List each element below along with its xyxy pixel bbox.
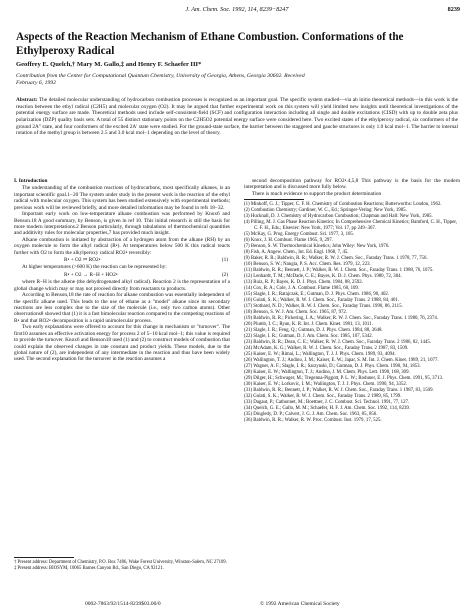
reference-item: (6) Knox, J. H. Combust. Flame 1965, 9, 297. bbox=[244, 238, 333, 244]
reference-item: (8) Fish, A. Angew. Chem., Int. Ed. Engl. 1968, 7, 45. bbox=[244, 250, 349, 256]
abstract bbox=[16, 97, 458, 137]
reference-item: (17) Stothard, N. D.; Walker, R. W. J. Chem. Soc., Faraday Trans. 1990, 86, 2115. bbox=[244, 304, 403, 310]
reference-item: (29) Dilger, H.; Schwager, M.; Tregenna-Piggott, P. L. W.; Roduner, E. J. Phys. Chem. 1991, 95, 3713. bbox=[244, 376, 444, 382]
footnote: † Present address: Department of Chemistry, P.O. Box 7486, Wake Forest University, Winston-Salem, NC 27109. bbox=[14, 560, 227, 565]
right-column bbox=[244, 178, 460, 568]
journal-citation: J. Am. Chem. Soc. 1992, 114, 8239−8247 bbox=[185, 6, 289, 13]
abstract-text: The detailed molecular understanding of hydrocarbon combustion processes is recognized as an important goal. The specific system studied—via ab initio theoretical methods—in this work is the reaction between the ethyl radical (C2H5) and molecular oxygen (O2). It may be argued that further experimental work on this system will yield limited new insights until theoretical investigations of the potential energy surface are made. Theoretical methods used include self-consistent-field (SCF) and configuration interaction including all single and double excitations (CISD) with up to double zeta plus polarization (DZP) quality basis sets. A total of 55 distinct stationary points on the C2H5O2 potential energy surface were considered here. Two excited states of the ethylperoxy radical, six conformers of the ground 2A″ state, and four conformers of the excited 2A′ state were studied. For the ground-state surface, the barrier between the staggered and gauche structures is only 1.0 kcal mol−1. The barrier to internal rotation of the methyl group is between 2.5 and 3.0 kcal mol−1 depending on the level of theory. bbox=[16, 97, 458, 137]
reference-item: (35) Dingledy, D. P.; Calvert, J. G. J. Am. Chem. Soc. 1963, 85, 856. bbox=[244, 412, 378, 418]
reference-item: (13) Ruiz, R. P.; Bayes, K. D. J. Phys. Chem. 1984, 88, 2592. bbox=[244, 280, 363, 286]
paragraph: Two early explanations were offered to account for this change in mechanism or "turnover". The first10 assumes an effective activation energy for process 2 of 5−10 kcal mol−1; this value is required to provide the turnover. Knox6 and Benson18 used (1) and (2) to construct models of combustion that could explain the observed changes in rate constant and product yields. These models, due to the global nature of (2), are independent of any intermediate in the reaction and thus have been widely used. The second explanation for the turnover in the reaction assumes a bbox=[14, 324, 230, 363]
footnote: ‡ Present address: BIOSYM, 10065 Barnes Canyon Rd., San Diego, CA 92121. bbox=[14, 565, 164, 571]
equation-text: R• + O2 → R−H + HO2• bbox=[64, 271, 118, 278]
reference-item: (11) Baldwin, R. R.; Bennett, J. P.; Walker, R. W. J. Chem. Soc., Faraday Trans. 1 1980, 76, 1075. bbox=[244, 268, 434, 274]
affiliation: Contribution from the Center for Computational Quantum Chemistry, University of Georgia, Athens, Georgia 30602. Received February 6, 1992 bbox=[16, 73, 305, 87]
reference-item: (32) Gulati, S. K.; Walker, R. W. J. Chem. Soc., Faraday Trans. 2 1989, 85, 1799. bbox=[244, 394, 402, 400]
reference-item: (25) Kaiser, E. W.; Rimai, L.; Wallington, T. J. J. Phys. Chem. 1989, 93, 4094. bbox=[244, 352, 396, 358]
reference-item: (36) Baldwin, R. R.; Walker, R. W. Proc. Combust. Inst. 1979, 17, 525. bbox=[244, 418, 382, 424]
paragraph: Alkane combustion is initiated by abstraction of a hydrogen atom from the alkane (RH) by an oxygen molecule to form the alkyl radical (R•). At temperatures below 500 K this radical reacts further with O2 to form the alkylperoxy radical RO2• reversibly: bbox=[14, 236, 230, 256]
reference-item: (34) Quelch, G. E.; Gallo, M. M.; Schaefer, H. F. J. Am. Chem. Soc. 1992, 114, 8239. bbox=[244, 406, 411, 412]
reference-item: (22) Slagle, I. R.; Gutman, D. J. Am. Chem. Soc. 1985, 107, 5342. bbox=[244, 334, 373, 340]
reference-list bbox=[244, 202, 460, 424]
footnotes bbox=[14, 555, 230, 571]
equation-number: (2) bbox=[221, 271, 228, 278]
reference-item: (4) Pilling, M. J. Gas Phase Reaction Kinetics; In Comprehensive Chemical Kinetics; Bamford, C. H., Tipper, C. F. H., Eds.; Elsevier: New York, 1977; Vol. 17, pp 249−367. bbox=[244, 220, 458, 232]
reference-item: (23) Baldwin, R. R.; Dean, C. E.; Walker, R. W. J. Chem. Soc., Faraday Trans. 2 1986, 82, 1445. bbox=[244, 340, 432, 346]
reference-item: (1) Minkoff, G. J.; Tipper, C. F. H. Chemistry of Combustion Reactions; Butterworths: London, 1962. bbox=[244, 202, 442, 208]
section-heading: I. Introduction bbox=[14, 178, 48, 184]
reference-item: (24) McAdam, K. G.; Walker, R. W. J. Chem. Soc., Faraday Trans. 2 1987, 83, 1509. bbox=[244, 346, 409, 352]
paragraph: Important early work on low-temperature alkane combustion was performed by Knox6 and Benson.18 A good summary, by Benson, is given in ref 10. This initial research is still the basis for more modern interpretations.2 Benson particularly, through tabulations of thermochemical quantities and additivity rules for molecular properties,7 has provided much insight. bbox=[14, 211, 230, 237]
paragraph: where R−H is the alkene (the dehydrogenated alkyl radical). Reaction 2 is the representation of a global change which may or may not proceed directly from reactants to products. bbox=[14, 279, 230, 292]
equation-2 bbox=[14, 272, 230, 278]
paragraph: The understanding of the combustion reactions of hydrocarbons, most specifically alkanes, is an important scientific goal.1−20 The system under study in the present work is the reaction of the ethyl radical with molecular oxygen. This system has been studied extensively with experimental methods; previous work will be reviewed briefly, and more detailed information may be found in refs 18−32. bbox=[14, 185, 230, 211]
references-rule bbox=[244, 199, 304, 200]
equation-number: (1) bbox=[221, 257, 228, 264]
page-number: 8239 bbox=[447, 6, 460, 13]
paragraph: There is much evidence to support the product determination bbox=[252, 190, 382, 197]
article-title: Aspects of the Reaction Mechanism of Ethane Combustion. Conformations of the Ethylperoxy Radical bbox=[16, 31, 404, 57]
reference-item: (33) Dagaut, P.; Cathonnet, M.; Boettner, J. C. Combust. Sci. Technol. 1991, 77, 127. bbox=[244, 400, 410, 406]
reference-item: (31) Baldwin, R. R.; Bennett, J. P.; Walker, R. W. J. Chem. Soc., Faraday Trans. 1 1987, 83, 1509. bbox=[244, 388, 434, 394]
reference-item: (16) Gulati, S. K.; Walker, R. W. J. Chem. Soc., Faraday Trans. 2 1988, 84, 401. bbox=[244, 298, 399, 304]
reference-item: (5) McKay, G. Prog. Energy Combust. Sci. 1977, 3, 105. bbox=[244, 232, 355, 238]
reference-item: (7) Benson, S. W. Thermochemical Kinetics; John Wiley: New York, 1976. bbox=[244, 244, 390, 250]
reference-item: (12) Lenhardt, T. M.; McDade, C. E.; Bayes, K. D. J. Chem. Phys. 1980, 72, 304. bbox=[244, 274, 402, 280]
reference-item: (19) Baldwin, R. R.; Pickering, I. A.; Walker, R. W. J. Chem. Soc., Faraday Trans. 1 1980, 76, 2374. bbox=[244, 316, 439, 322]
running-header bbox=[0, 6, 474, 16]
copyright: © 1992 American Chemical Society bbox=[260, 601, 340, 607]
article-code: 0002-7863/92/1514-8239$03.00/0 bbox=[85, 601, 161, 607]
paragraph: At higher temperatures (>600 K) the reaction can be represented by: bbox=[22, 264, 167, 271]
reference-item: (9) Baker, R. R.; Baldwin, R. R.; Walker, R. W. J. Chem. Soc., Faraday Trans. 1 1978, 77, 756. bbox=[244, 256, 428, 262]
equation-text: R• + O2 ⇌ RO2• bbox=[64, 257, 101, 264]
reference-item: (20) Plumb, I. C.; Ryan, K. R. Int. J. Chem. Kinet. 1981, 13, 1011. bbox=[244, 322, 373, 328]
reference-item: (27) Wagner, A. F.; Slagle, I. R.; Sarzynski, D.; Gutman, D. J. Phys. Chem. 1990, 94, 1853. bbox=[244, 364, 421, 370]
reference-item: (2) Combustion Chemistry; Gardiner, W. C., Ed.; Springer-Verlag: New York, 1985. bbox=[244, 208, 407, 214]
abstract-label: Abstract: bbox=[16, 97, 38, 103]
reference-item: (3) Hucknall, D. J. Chemistry of Hydrocarbon Combustion; Chapman and Hall: New York, 1985. bbox=[244, 214, 433, 220]
reference-item: (15) Slagle, I. R.; Ratajczak, E.; Gutman, D. J. Phys. Chem. 1986, 90, 402. bbox=[244, 292, 390, 298]
reference-item: (18) Benson, S. W. J. Am. Chem. Soc. 1965, 87, 972. bbox=[244, 310, 348, 316]
reference-item: (28) Kaiser, E. W.; Wallington, T. J.; Andino, J. M. Chem. Phys. Lett. 1990, 168, 309. bbox=[244, 370, 410, 376]
footnote-rule bbox=[14, 557, 74, 558]
reference-item: (26) Wallington, T. J.; Andino, J. M.; Kaiser, E. W.; Japar, S. M. Int. J. Chem. Kinet. 1989, 21, 1077. bbox=[244, 358, 439, 364]
author-list: Geoffrey E. Quelch,† Mary M. Gallo,‡ and Henry F. Schaefer III* bbox=[16, 61, 202, 68]
left-column bbox=[14, 178, 230, 587]
paragraph: second decomposition pathway for RO2•.4,5,8 This pathway is the basis for the modern interpretation and is discussed more fully below. bbox=[244, 178, 460, 191]
reference-item: (21) Slagle, I. R.; Feng, Q.; Gutman, D. J. Phys. Chem. 1984, 88, 3648. bbox=[244, 328, 383, 334]
reference-item: (30) Kaiser, E. W.; Lorkovic, I. M.; Wallington, T. J. J. Phys. Chem. 1990, 94, 3352. bbox=[244, 382, 408, 388]
reference-item: (10) Benson, S. W.; Nangia, P. S. Acc. Chem. Res. 1979, 12, 223. bbox=[244, 262, 371, 268]
reference-item: (14) Cox, R. A.; Cole, J. A. Combust. Flame 1985, 60, 109. bbox=[244, 286, 360, 292]
equation-1 bbox=[14, 257, 230, 263]
paragraph: According to Benson,18 the rate of reaction for alkane combustion was essentially independent of the specific alkane used. This leads to the use of ethane as a "model" alkane since its secondary reactions are less complex due to the size of the molecule (i.e., only two carbon atoms). Other observations8 showed that (1) it is a fast bimolecular reaction compared to the competing reactions of R• and that RO2• decomposition is a rapid unimolecular process. bbox=[14, 292, 230, 324]
